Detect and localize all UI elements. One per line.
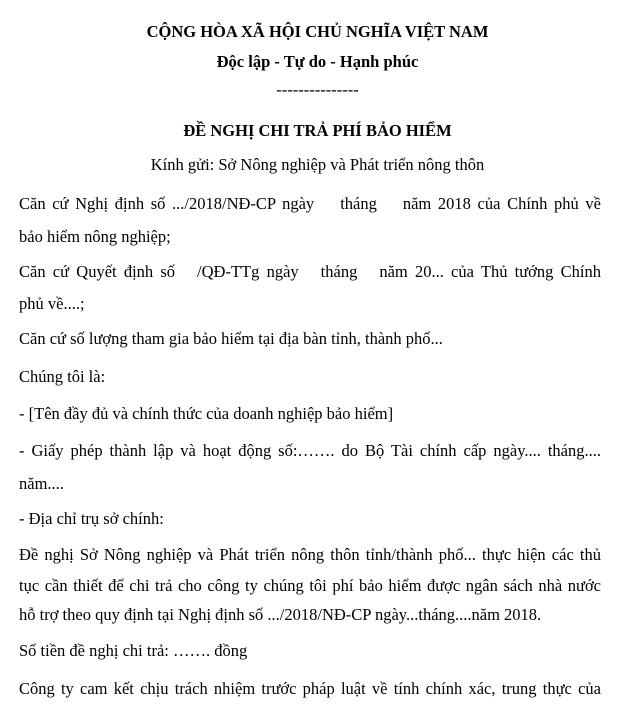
paragraph-license-line1: - Giấy phép thành lập và hoạt động số:……. do Bộ Tài chính cấp ngày.... tháng....: [19, 441, 601, 460]
decision-text-b: /QĐ-TTg ngày: [197, 262, 299, 281]
paragraph-decision-line1: [19, 262, 601, 282]
decision-text-a: Căn cứ Quyết định số: [19, 262, 176, 281]
decree-text-a: Căn cứ Nghị định số .../2018/NĐ-CP ngày: [19, 194, 315, 213]
paragraph-participants: Căn cứ số lượng tham gia bảo hiểm tại địa bàn tỉnh, thành phố...: [19, 329, 443, 348]
paragraph-company-name: - [Tên đầy đủ và chính thức của doanh nghiệp bảo hiểm]: [19, 404, 394, 423]
paragraph-request-line3: hỗ trợ theo quy định tại Nghị định số .../2018/NĐ-CP ngày...tháng....năm 2018.: [19, 605, 542, 624]
motto: Độc lập - Tự do - Hạnh phúc: [216, 52, 419, 71]
decree-text-c: năm 2018 của Chính phủ về: [402, 194, 602, 213]
paragraph-address: - Địa chỉ trụ sở chính:: [19, 509, 164, 528]
decision-text-d: năm 20... của Thủ tướng Chính: [379, 262, 601, 281]
paragraph-we-are: Chúng tôi là:: [19, 367, 106, 386]
paragraph-request-line2: tục cần thiết để chi trả cho công ty chúng tôi phí bảo hiểm được ngân sách nhà nước: [19, 576, 601, 595]
paragraph-decree-line2: bảo hiểm nông nghiệp;: [19, 227, 171, 246]
paragraph-license-line2: năm....: [19, 474, 64, 493]
paragraph-commitment-line1: Công ty cam kết chịu trách nhiệm trước pháp luật về tính chính xác, trung thực của: [19, 679, 601, 698]
decree-text-b: tháng: [340, 194, 377, 213]
decision-text-c: tháng: [320, 262, 358, 281]
paragraph-request-line1: Đề nghị Sở Nông nghiệp và Phát triển nông thôn tỉnh/thành phố... thực hiện các thủ: [19, 545, 601, 564]
national-title: CỘNG HÒA XÃ HỘI CHỦ NGHĨA VIỆT NAM: [146, 22, 489, 41]
paragraph-decision-line2: phủ về....;: [19, 294, 85, 313]
header-separator: ---------------: [276, 80, 359, 99]
paragraph-decree-line1: [19, 194, 601, 214]
paragraph-amount: Số tiền đề nghị chi trả: ……. đồng: [19, 641, 248, 660]
recipient-line: Kính gửi: Sở Nông nghiệp và Phát triển nông thôn: [150, 155, 485, 174]
document-title: ĐỀ NGHỊ CHI TRẢ PHÍ BẢO HIỂM: [183, 121, 452, 140]
